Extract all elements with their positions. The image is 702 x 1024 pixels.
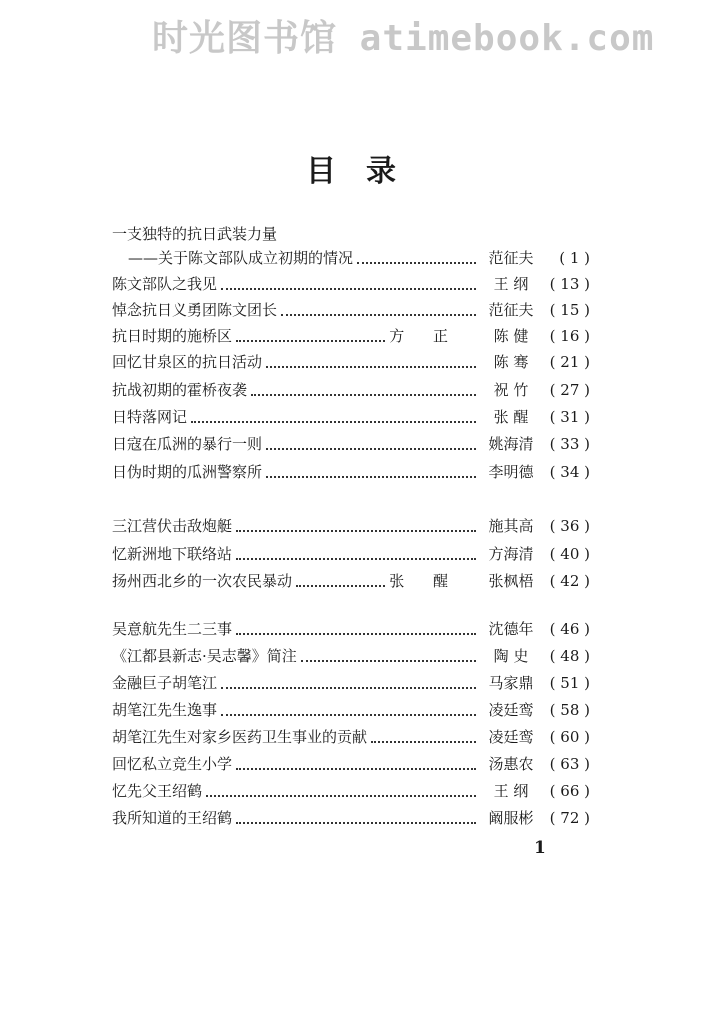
leader-dots: [301, 660, 476, 662]
watermark: 时光图书馆 atimebook.com: [152, 18, 655, 58]
toc-entry: [112, 298, 590, 322]
toc-entry: [112, 752, 590, 776]
toc-entry-author: 张 醒: [493, 408, 529, 426]
leader-dots: [191, 421, 476, 423]
toc-entry-title: 日伪时期的瓜洲警察所: [112, 463, 263, 481]
leader-dots: [236, 822, 476, 824]
toc-entry-page: ( 34 ): [549, 463, 590, 481]
toc-entry-page: ( 46 ): [549, 620, 590, 638]
toc-entry: [112, 460, 590, 484]
toc-entry-author: 王 纲: [493, 275, 529, 293]
toc-entry-title: 吴意航先生二三事: [112, 620, 233, 638]
toc-entry-author: 陶 史: [493, 647, 529, 665]
toc-entry-title: 扬州西北乡的一次农民暴动: [112, 572, 293, 590]
leader-dots: [236, 768, 476, 770]
toc-entry-author: 凌廷鸾: [488, 701, 534, 719]
toc-entry-author: 汤惠农: [488, 755, 534, 773]
leader-dots: [221, 714, 476, 716]
leader-dots: [221, 288, 476, 290]
toc-entry: [112, 405, 590, 429]
toc-entry-page: ( 42 ): [549, 572, 590, 590]
toc-entry-author: 陈 骞: [493, 353, 529, 371]
toc-entry-title: 陈文部队之我见: [112, 275, 218, 293]
toc-entry-author: 陈 健: [493, 327, 529, 345]
toc-entry: [112, 350, 590, 374]
toc-entry: [112, 378, 590, 402]
toc-entry-author: 范征夫: [488, 301, 534, 319]
toc-entry-author: 凌廷鸾: [488, 728, 534, 746]
toc-entry-author: 李明德: [488, 463, 534, 481]
toc-entry-page: ( 31 ): [549, 408, 590, 426]
leader-dots: [371, 741, 476, 743]
toc-entry: [112, 514, 590, 538]
toc-entry: [112, 246, 590, 270]
toc-entry-title: ——关于陈文部队成立初期的情况: [128, 249, 354, 267]
toc-entry-page: ( 48 ): [549, 647, 590, 665]
toc-entry-author: 沈德年: [488, 620, 534, 638]
toc-entry: [112, 671, 590, 695]
leader-dots: [236, 530, 476, 532]
toc-entry-page: ( 58 ): [549, 701, 590, 719]
toc-entry-page: ( 1 ): [559, 249, 590, 267]
leader-dots: [221, 687, 476, 689]
toc-entry-title: 悼念抗日义勇团陈文团长: [112, 301, 278, 319]
toc-entry-author: 范征夫: [488, 249, 534, 267]
leader-dots: [281, 314, 476, 316]
leader-dots: [236, 558, 476, 560]
leader-dots: [266, 448, 476, 450]
toc-entry: [112, 779, 590, 803]
toc-entry-title: 回忆甘泉区的抗日活动: [112, 353, 263, 371]
toc-entry-title: 日特落网记: [112, 408, 188, 426]
toc-entry-coauthor: 方 正: [389, 327, 460, 345]
toc-entry: [112, 617, 590, 641]
toc-entry-page: ( 63 ): [549, 755, 590, 773]
toc-entry-title: 忆先父王绍鹤: [112, 782, 203, 800]
toc-entry: [112, 542, 590, 566]
toc-entry-page: ( 13 ): [549, 275, 590, 293]
toc-entry-title: 三江营伏击敌炮艇: [112, 517, 233, 535]
toc-entry-title: 忆新洲地下联络站: [112, 545, 233, 563]
leader-dots: [236, 633, 476, 635]
toc-entry-page: ( 21 ): [549, 353, 590, 371]
toc-entry: [112, 569, 590, 593]
toc-entry-page: ( 33 ): [549, 435, 590, 453]
toc-entry: [112, 324, 590, 348]
toc-entry-page: ( 60 ): [549, 728, 590, 746]
toc-entry-title: 抗日时期的施桥区: [112, 327, 233, 345]
toc-entry-author: 祝 竹: [493, 381, 529, 399]
toc-entry-title: 抗战初期的霍桥夜袭: [112, 381, 248, 399]
toc-entry-page: ( 16 ): [549, 327, 590, 345]
leader-dots: [266, 366, 476, 368]
toc-entry-title: 《江都县新志·吴志馨》简注: [112, 647, 297, 665]
toc-entry-author: 王 纲: [493, 782, 529, 800]
toc-entry-title: 胡笔江先生对家乡医药卫生事业的贡献: [112, 728, 368, 746]
toc-entry: [112, 272, 590, 296]
toc-entry-title: 回忆私立竞生小学: [112, 755, 233, 773]
leader-dots: [206, 795, 476, 797]
toc-entry-author: 马家鼎: [488, 674, 534, 692]
toc-entry-author: 张枫梧: [488, 572, 534, 590]
toc-entry-page: ( 36 ): [549, 517, 590, 535]
toc-entry-title: 我所知道的王绍鹤: [112, 809, 233, 827]
toc-entry-title: 金融巨子胡笔江: [112, 674, 218, 692]
toc-entry-author: 阚服彬: [488, 809, 534, 827]
toc-entry: [112, 222, 590, 246]
toc-entry-author: 姚海清: [488, 435, 534, 453]
leader-dots: [296, 585, 385, 587]
toc-entry: [112, 725, 590, 749]
toc-entry-coauthor: 张 醒: [389, 572, 460, 590]
toc-entry: [112, 432, 590, 456]
toc-entry-author: 方海清: [488, 545, 534, 563]
leader-dots: [357, 262, 476, 264]
page-number: 1: [534, 838, 546, 858]
page-title: 目录: [306, 154, 426, 189]
leader-dots: [266, 476, 476, 478]
toc-entry: [112, 698, 590, 722]
leader-dots: [251, 394, 476, 396]
toc-entry: [112, 806, 590, 830]
toc-entry-title: 日寇在瓜洲的暴行一则: [112, 435, 263, 453]
leader-dots: [236, 340, 385, 342]
toc-entry-page: ( 27 ): [549, 381, 590, 399]
toc-entry-page: ( 72 ): [549, 809, 590, 827]
toc-entry-page: ( 40 ): [549, 545, 590, 563]
toc-entry-page: ( 15 ): [549, 301, 590, 319]
toc-entry: [112, 644, 590, 668]
toc-entry-title: 胡笔江先生逸事: [112, 701, 218, 719]
toc-entry-author: 施其高: [488, 517, 534, 535]
toc-entry-title: 一支独特的抗日武装力量: [112, 225, 278, 243]
toc-entry-page: ( 51 ): [549, 674, 590, 692]
toc-entry-page: ( 66 ): [549, 782, 590, 800]
